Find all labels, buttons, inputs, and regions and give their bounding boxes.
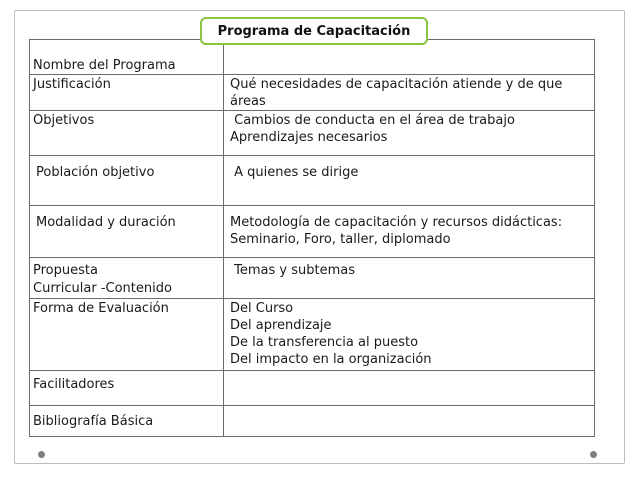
value-line: Metodología de capacitación y recursos didácticas:: [230, 215, 563, 230]
row-label: Justificación: [30, 75, 224, 111]
table-row: [30, 206, 595, 258]
value-line: Del Curso: [230, 301, 294, 316]
row-value: [224, 156, 595, 206]
value-line: Aprendizajes necesarios: [230, 130, 388, 145]
label-line: Curricular -Contenido: [33, 281, 172, 296]
row-label: Población objetivo: [30, 156, 224, 206]
table-row: [30, 258, 595, 299]
value-line: Temas y subtemas: [230, 263, 355, 278]
row-value: [224, 299, 595, 371]
label-line: Propuesta: [33, 263, 98, 278]
table-row: [30, 156, 595, 206]
title-box: [200, 17, 428, 45]
row-value: [224, 111, 595, 156]
table-row: [30, 371, 595, 406]
row-label: Nombre del Programa: [30, 40, 224, 75]
value-line: Del aprendizaje: [230, 318, 332, 333]
frame-corner-dot-left: [38, 451, 45, 458]
page-title: Programa de Capacitación: [217, 23, 411, 39]
value-line: De la transferencia al puesto: [230, 335, 419, 350]
row-label: Objetivos: [30, 111, 224, 156]
table-row: [30, 299, 595, 371]
value-line: A quienes se dirige: [230, 165, 359, 180]
value-line: áreas: [230, 94, 266, 109]
row-value: [224, 406, 595, 437]
row-value: [224, 75, 595, 111]
row-value: [224, 371, 595, 406]
row-value: [224, 206, 595, 258]
row-label: Modalidad y duración: [30, 206, 224, 258]
value-line: Qué necesidades de capacitación atiende y de que: [230, 77, 563, 92]
frame-corner-dot-right: [590, 451, 597, 458]
table-row: [30, 75, 595, 111]
row-label: Forma de Evaluación: [30, 299, 224, 371]
value-line: Seminario, Foro, taller, diplomado: [230, 232, 451, 247]
row-label: Facilitadores: [30, 371, 224, 406]
row-label: Bibliografía Básica: [30, 406, 224, 437]
program-table: [29, 39, 595, 437]
value-line: Del impacto en la organización: [230, 352, 432, 367]
table-row: [30, 111, 595, 156]
table-row: [30, 406, 595, 437]
value-line: Cambios de conducta en el área de trabajo: [230, 113, 515, 128]
row-label: [30, 258, 224, 299]
row-value: [224, 258, 595, 299]
